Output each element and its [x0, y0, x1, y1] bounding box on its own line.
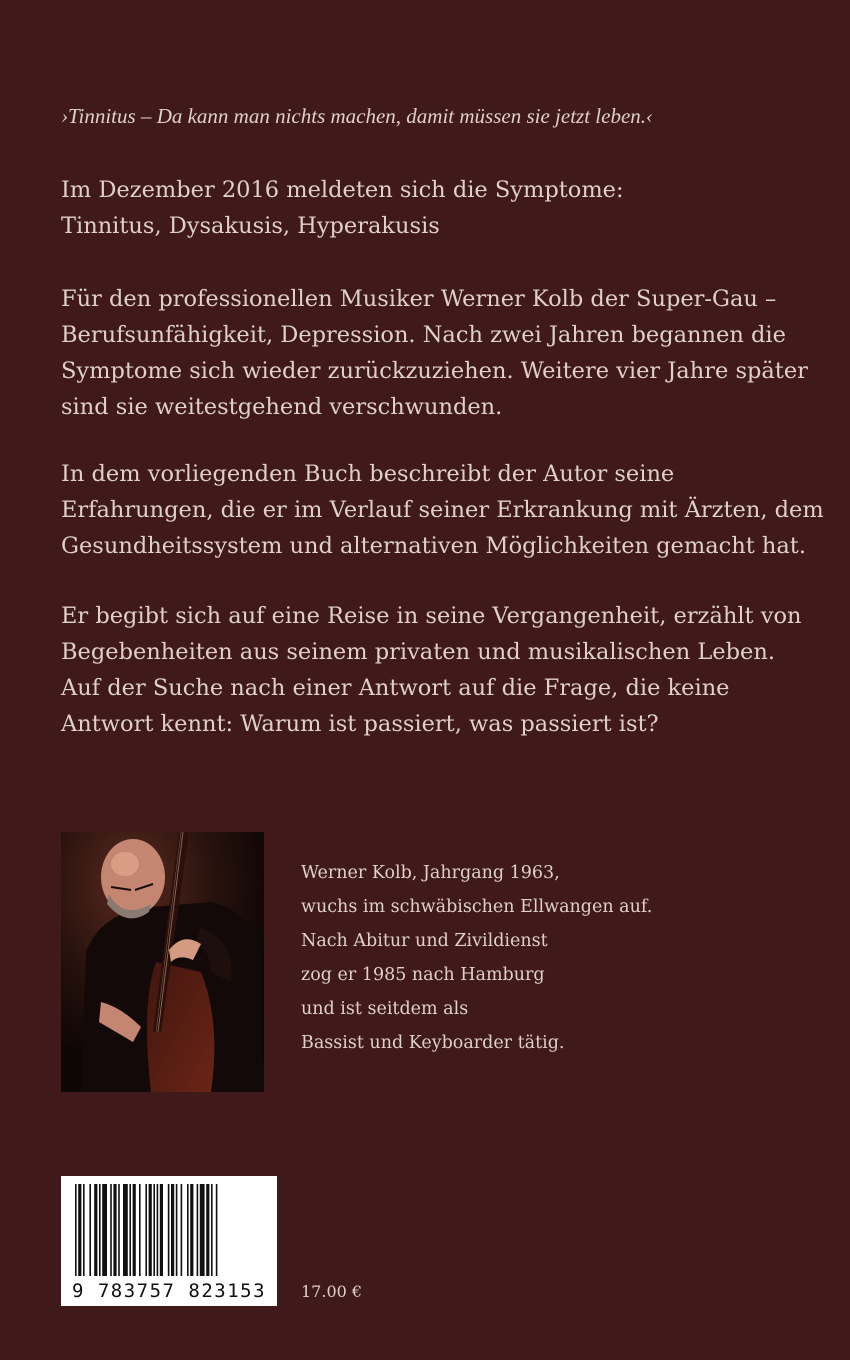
text-line: Gesundheitssystem und alternativen Möglichkeiten gemacht hat.: [61, 533, 807, 559]
author-photo: [61, 832, 264, 1092]
barcode-bar: [149, 1184, 152, 1276]
paragraph-journey: [61, 598, 821, 742]
barcode-bar: [113, 1184, 116, 1276]
text-line: Begebenheiten aus seinem privaten und musikalischen Leben.: [61, 639, 775, 665]
barcode-bar: [110, 1184, 112, 1276]
barcode-bar: [89, 1184, 91, 1276]
barcode-bar: [78, 1184, 81, 1276]
barcode-bar: [157, 1184, 159, 1276]
barcode-bar: [94, 1184, 97, 1276]
barcode-bar: [153, 1184, 155, 1276]
bio-line: Werner Kolb, Jahrgang 1963,: [301, 863, 560, 883]
tagline-quote: ›Tinnitus – Da kann man nichts machen, damit müssen sie jetzt leben.‹: [61, 104, 654, 128]
bio-line: Bassist und Keyboarder tätig.: [301, 1033, 565, 1053]
paragraph-book: [61, 456, 824, 564]
text-line: Berufsunfähigkeit, Depression. Nach zwei Jahren begannen die: [61, 322, 786, 348]
barcode-bar: [123, 1184, 128, 1276]
barcode-bar: [216, 1184, 218, 1276]
barcode-bar: [83, 1184, 85, 1276]
barcode-bar: [133, 1184, 136, 1276]
text-line: Auf der Suche nach einer Antwort auf die Frage, die keine: [61, 675, 730, 701]
isbn-number: 9 783757 823153: [71, 1280, 267, 1302]
barcode-bar: [168, 1184, 170, 1276]
text-line: Erfahrungen, die er im Verlauf seiner Erkrankung mit Ärzten, dem: [61, 497, 824, 523]
barcode-bar: [206, 1184, 209, 1276]
barcode-bar: [160, 1184, 163, 1276]
barcode-bar: [102, 1184, 107, 1276]
isbn-barcode: [61, 1176, 277, 1306]
author-photo-illustration: [61, 832, 264, 1092]
price-label: 17.00 €: [301, 1282, 363, 1301]
barcode-bar: [190, 1184, 193, 1276]
text-line: sind sie weitestgehend verschwunden.: [61, 394, 503, 420]
author-bio: [301, 856, 652, 1060]
barcode-bar: [200, 1184, 205, 1276]
barcode-bar: [145, 1184, 147, 1276]
text-line: Antwort kennt: Warum ist passiert, was passiert ist?: [61, 711, 659, 737]
bio-line: wuchs im schwäbischen Ellwangen auf.: [301, 897, 653, 917]
paragraph-symptoms: [61, 172, 821, 244]
text-line: In dem vorliegenden Buch beschreibt der Autor seine: [61, 461, 675, 487]
barcode-bar: [176, 1184, 178, 1276]
text-line: Symptome sich wieder zurückzuziehen. Weitere vier Jahre später: [61, 358, 808, 384]
text-line: Er begibt sich auf eine Reise in seine Vergangenheit, erzählt von: [61, 603, 802, 629]
bio-line: Nach Abitur und Zivildienst: [301, 931, 548, 951]
text-line: Tinnitus, Dysakusis, Hyperakusis: [61, 213, 440, 239]
barcode-bar: [211, 1184, 213, 1276]
bio-line: zog er 1985 nach Hamburg: [301, 965, 545, 985]
barcode-bar: [187, 1184, 189, 1276]
barcode-bars: [61, 1176, 277, 1280]
bio-line: und ist seitdem als: [301, 999, 469, 1019]
barcode-bar: [129, 1184, 131, 1276]
text-line: Für den professionellen Musiker Werner Kolb der Super-Gau –: [61, 286, 777, 312]
paragraph-musician: [61, 281, 821, 425]
barcode-bar: [181, 1184, 183, 1276]
barcode-bar: [139, 1184, 141, 1276]
barcode-bar: [118, 1184, 120, 1276]
barcode-bar: [75, 1184, 77, 1276]
barcode-bar: [171, 1184, 174, 1276]
text-line: Im Dezember 2016 meldeten sich die Symptome:: [61, 177, 624, 203]
barcode-bar: [99, 1184, 101, 1276]
barcode-bar: [197, 1184, 199, 1276]
